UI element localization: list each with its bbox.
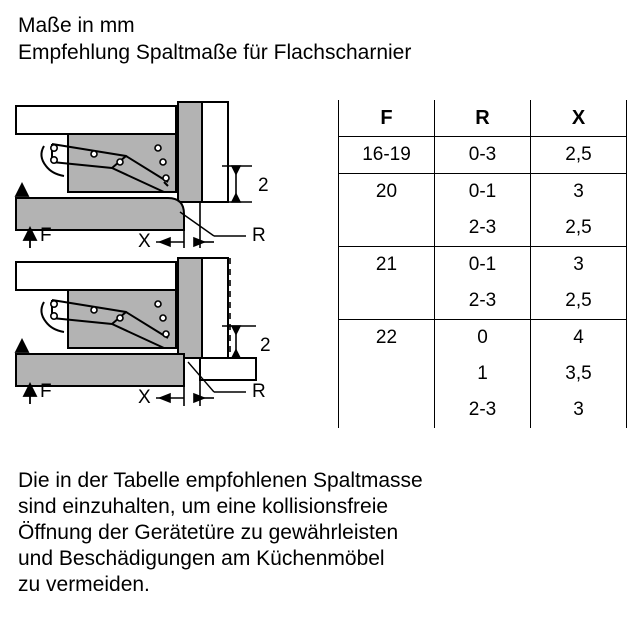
- table-row: [339, 174, 627, 211]
- table-row: [339, 247, 627, 284]
- cell-x: 3: [531, 174, 627, 211]
- label-x-bottom: X: [138, 387, 151, 408]
- title-line-1: Maße in mm: [18, 14, 135, 37]
- cell-r: 0-1: [435, 174, 531, 211]
- cell-f: [339, 283, 435, 320]
- cell-f: [339, 392, 435, 428]
- page-title: [18, 12, 618, 66]
- footer-line-5: zu vermeiden.: [18, 573, 150, 596]
- cell-f: [339, 210, 435, 247]
- cell-x: 3: [531, 392, 627, 428]
- title-line-2: Empfehlung Spaltmaße für Flachscharnier: [18, 41, 412, 64]
- table-row: [339, 210, 627, 247]
- technical-drawings: [8, 96, 318, 436]
- hinge-drawing-top-svg: [8, 96, 318, 256]
- cell-r: 0-3: [435, 137, 531, 174]
- cell-f: 21: [339, 247, 435, 284]
- col-header-f: F: [339, 100, 435, 137]
- cell-r: 0: [435, 320, 531, 357]
- label-f-bottom: F: [40, 381, 52, 402]
- footer-line-3: Öffnung der Gerätetüre zu gewährleisten: [18, 521, 399, 544]
- table-row: [339, 392, 627, 428]
- table-header-row: [339, 100, 627, 137]
- cell-f: [339, 356, 435, 392]
- table-row: [339, 356, 627, 392]
- footer-line-2: sind einzuhalten, um eine kollisionsfreie: [18, 495, 389, 518]
- col-header-x: X: [531, 100, 627, 137]
- table-row: [339, 320, 627, 357]
- cell-x: 2,5: [531, 210, 627, 247]
- cell-r: 1: [435, 356, 531, 392]
- cell-x: 2,5: [531, 137, 627, 174]
- cell-r: 2-3: [435, 392, 531, 428]
- col-header-r: R: [435, 100, 531, 137]
- label-gap-bottom: 2: [260, 335, 271, 356]
- footer-note: [18, 468, 628, 598]
- footer-line-1: Die in der Tabelle empfohlenen Spaltmasse: [18, 469, 423, 492]
- gap-spec-table: [338, 100, 626, 428]
- hinge-drawing-bottom-svg: [8, 248, 318, 418]
- table-row: [339, 283, 627, 320]
- label-r-bottom: R: [252, 381, 266, 402]
- table-row: [339, 137, 627, 174]
- cell-f: 20: [339, 174, 435, 211]
- cell-f: 16-19: [339, 137, 435, 174]
- flat-hinge-diagram-top: [8, 96, 318, 256]
- label-r-top: R: [252, 225, 266, 246]
- label-gap-top: 2: [258, 175, 269, 196]
- label-x-top: X: [138, 231, 151, 252]
- cell-x: 3,5: [531, 356, 627, 392]
- cell-x: 3: [531, 247, 627, 284]
- label-f-top: F: [40, 225, 52, 246]
- cell-r: 2-3: [435, 210, 531, 247]
- footer-line-4: und Beschädigungen am Küchenmöbel: [18, 547, 385, 570]
- cell-r: 0-1: [435, 247, 531, 284]
- cell-x: 2,5: [531, 283, 627, 320]
- flat-hinge-diagram-bottom: [8, 248, 318, 408]
- cell-r: 2-3: [435, 283, 531, 320]
- cell-x: 4: [531, 320, 627, 357]
- cell-f: 22: [339, 320, 435, 357]
